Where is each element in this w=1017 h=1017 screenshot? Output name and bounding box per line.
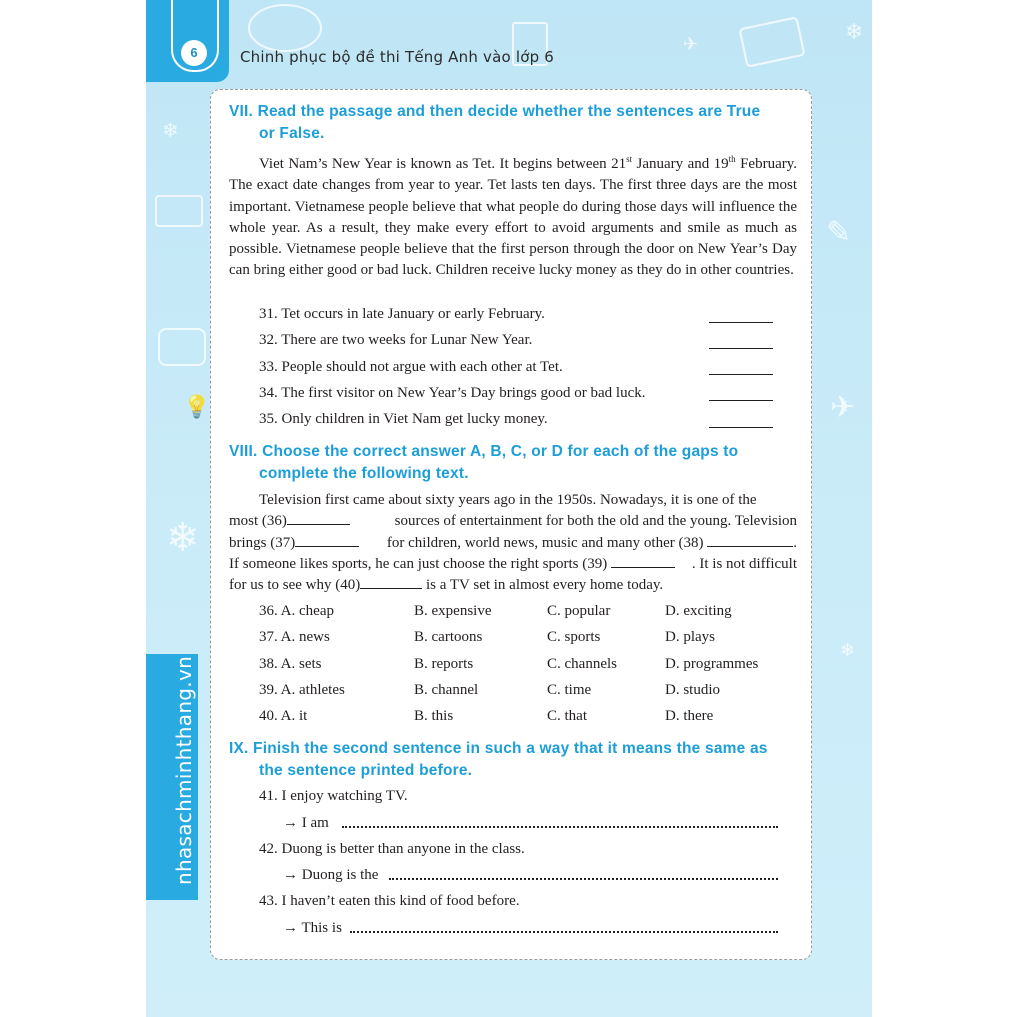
heading-line: the sentence printed before. [259,761,473,779]
option-38-d[interactable]: D. programmes [665,656,759,672]
text-segment: . It is not difficult [691,555,797,572]
superscript: st [626,154,633,164]
question-35: 35. Only children in Viet Nam get lucky money. [259,411,548,427]
option-39-b[interactable]: B. channel [414,682,479,698]
option-39-d[interactable]: D. studio [665,682,721,698]
heading-line: or False. [259,124,325,142]
option-40-c[interactable]: C. that [547,708,587,724]
brand-url: nhasachminhthang.vn [172,655,196,885]
section-7-passage [229,149,797,282]
answer-blank-31[interactable] [709,322,773,323]
heading-line: VIII. Choose the correct answer A, B, C, or D for each of the gaps to [229,443,739,460]
gap-39[interactable] [611,555,675,568]
passage-text: Viet Nam’s New Year is known as Tet. It begins between 21 [259,156,627,172]
question-33: 33. People should not argue with each other at Tet. [259,359,563,375]
running-header: Chinh phục bộ đề thi Tếng Anh vào lớp 6 [240,48,555,66]
text-line [229,511,797,532]
option-36-d[interactable]: D. exciting [665,603,732,619]
heading-line: IX. Finish the second sentence in such a way that it means the same as [229,740,768,757]
superscript: th [728,154,736,164]
option-40-b[interactable]: B. this [414,708,454,724]
rewrite-prompt-42: → Duong is the [283,867,379,883]
snowflake-icon: ❄ [166,515,200,561]
text-line [229,533,797,554]
text-segment: for children, world news, music and many other (38) [386,534,708,551]
option-36-b[interactable]: B. expensive [414,603,492,619]
section-9-heading [229,738,797,781]
briefcase-icon [155,195,203,227]
text-segment: . [793,534,797,551]
butterfly-icon: ✈ [683,34,699,55]
answer-line-42[interactable] [389,878,778,880]
option-39-c[interactable]: C. time [547,682,592,698]
passage-text: January and 19 [632,156,729,172]
question-32: 32. There are two weeks for Lunar New Year. [259,332,533,348]
heading-line: VII. Read the passage and then decide whether the sentences are True [229,103,761,120]
gap-38[interactable] [707,534,793,547]
answer-blank-32[interactable] [709,348,773,349]
question-34: 34. The first visitor on New Year’s Day brings good or bad luck. [259,385,646,401]
palette-icon [248,4,322,52]
answer-blank-34[interactable] [709,400,773,401]
gap-40[interactable] [360,576,422,589]
option-39-a[interactable]: 39. A. athletes [259,682,345,698]
question-41: 41. I enjoy watching TV. [259,788,408,804]
question-31: 31. Tet occurs in late January or early February. [259,306,545,322]
text-line: Television first came about sixty years ago in the 1950s. Nowadays, it is one of the [259,492,757,508]
text-segment: for us to see why (40) [229,577,361,594]
text-line [229,575,797,596]
question-43: 43. I haven’t eaten this kind of food before. [259,893,520,909]
rewrite-prompt-41: → I am [283,815,329,831]
option-36-c[interactable]: C. popular [547,603,611,619]
speech-bubble-icon [158,328,206,366]
option-40-d[interactable]: D. there [665,708,714,724]
answer-line-41[interactable] [342,826,778,828]
answer-line-43[interactable] [350,931,778,933]
pencil-icon: ✎ [826,215,852,250]
passage-text: February. The exact date changes from year to year. Tet lasts ten days. The first three days are the most important. Vietnamese people believe that what people do during those days will influence the whole year. As a result, they make every effort to avoid arguments and smile as much as possible. Vietnamese people believe that the first person through the door on New Year’s Day can bring either good or bad luck. Children receive lucky money as they do in other countries. [229,156,797,279]
text-line [229,554,797,575]
option-37-c[interactable]: C. sports [547,629,601,645]
option-38-a[interactable]: 38. A. sets [259,656,322,672]
text-segment: sources of entertainment for both the old and the young. Television [394,513,797,530]
answer-blank-35[interactable] [709,427,773,428]
section-8-text [229,490,797,596]
option-37-a[interactable]: 37. A. news [259,629,330,645]
text-segment: most (36) [229,513,287,530]
option-38-c[interactable]: C. channels [547,656,617,672]
option-37-b[interactable]: B. cartoons [414,629,483,645]
section-7-heading [229,101,797,144]
question-42: 42. Duong is better than anyone in the class. [259,841,525,857]
option-37-d[interactable]: D. plays [665,629,715,645]
heading-line: complete the following text. [259,464,469,482]
rewrite-prompt-43: → This is [283,920,342,936]
section-8-heading [229,441,797,484]
text-segment: If someone likes sports, he can just choose the right sports (39) [229,555,612,572]
snowflake-icon: ❄ [840,640,856,661]
snowflake-icon: ❄ [162,118,179,142]
text-segment: is a TV set in almost every home today. [422,577,664,594]
gap-37[interactable] [295,534,359,547]
answer-blank-33[interactable] [709,374,773,375]
option-40-a[interactable]: 40. A. it [259,708,308,724]
snowflake-icon: ❄ [845,20,864,45]
paper-plane-icon: ✈ [830,390,856,425]
option-38-b[interactable]: B. reports [414,656,474,672]
text-segment: brings (37) [229,534,296,551]
page-number: 6 [181,40,207,66]
lightbulb-icon: 💡 [183,395,211,420]
gap-36[interactable] [287,512,350,525]
option-36-a[interactable]: 36. A. cheap [259,603,334,619]
